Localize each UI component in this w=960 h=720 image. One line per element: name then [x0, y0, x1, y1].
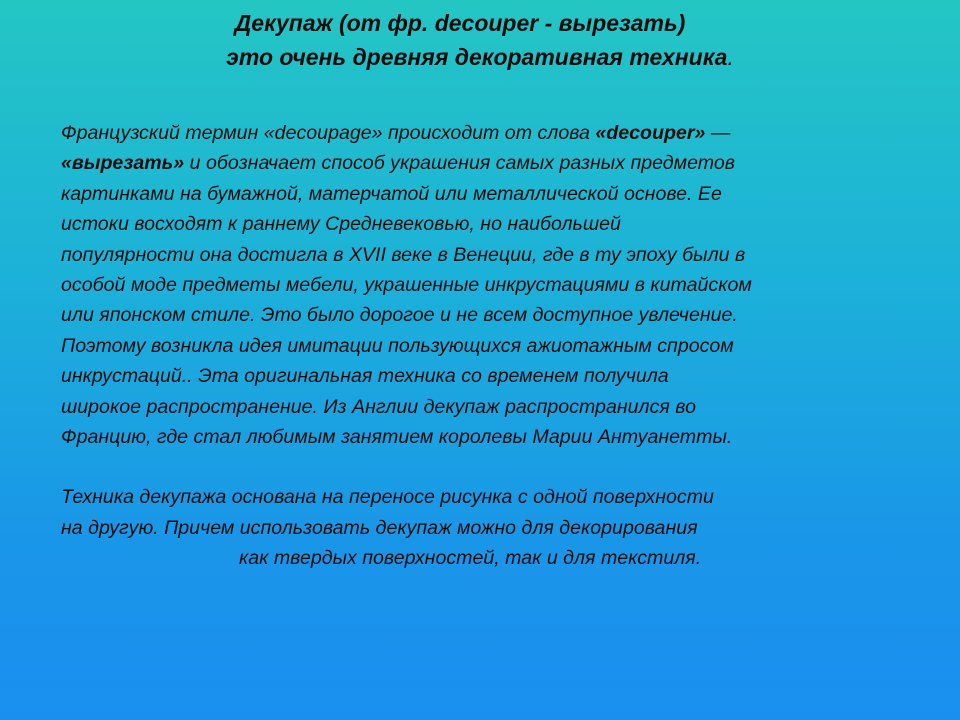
title-line-2-text: это очень древняя декоративная техника [226, 44, 728, 70]
text-line: картинками на бумажной, матерчатой или металлической основе. Ее [61, 182, 722, 205]
text-line: на другую. Причем использовать декупаж можно для декорирования [61, 516, 698, 539]
text-line: Поэтому возникла идея имитации пользующихся ажиотажным спросом [61, 334, 734, 357]
text-line: популярности она достигла в XVII веке в Венеции, где в ту эпоху были в [61, 243, 746, 266]
text-line: как твердых поверхностей, так и для текстиля. [239, 547, 702, 570]
title-line-2-period: . [727, 44, 734, 70]
title-line-1: Декупаж (от фр. decouper - вырезать) [234, 10, 686, 36]
text-run: Французский термин «decoupage» происходит от слова [61, 122, 596, 144]
text-line: инкрустаций.. Эта оригинальная техника со временем получила [61, 365, 669, 388]
text-run: и обозначает способ украшения самых разных предметов [184, 152, 735, 175]
text-line [61, 118, 951, 148]
text-line: Францию, где стал любимым занятием королевы Марии Антуанетты. [61, 426, 733, 449]
text-line [61, 148, 951, 178]
text-line: Техника декупажа основана на переносе рисунка с одной поверхности [61, 486, 714, 509]
paragraph-history [61, 118, 951, 452]
bold-term: «вырезать» [61, 152, 185, 175]
slide-body [61, 118, 951, 574]
text-line: или японском стиле. Это было дорогое и не всем доступное увлечение. [61, 304, 738, 327]
title-line-2 [0, 40, 960, 74]
text-run: — [705, 122, 731, 144]
text-line: широкое распространение. Из Англии декупаж распространился во [61, 395, 696, 418]
paragraph-spacer [61, 452, 951, 482]
paragraph-technique [61, 482, 951, 573]
text-line: истоки восходят к раннему Средневековью, но наибольшей [61, 213, 621, 236]
bold-term: «decouper» [595, 122, 706, 144]
text-line: особой моде предметы мебели, украшенные инкрустациями в китайском [61, 274, 752, 297]
slide-title [0, 6, 960, 74]
